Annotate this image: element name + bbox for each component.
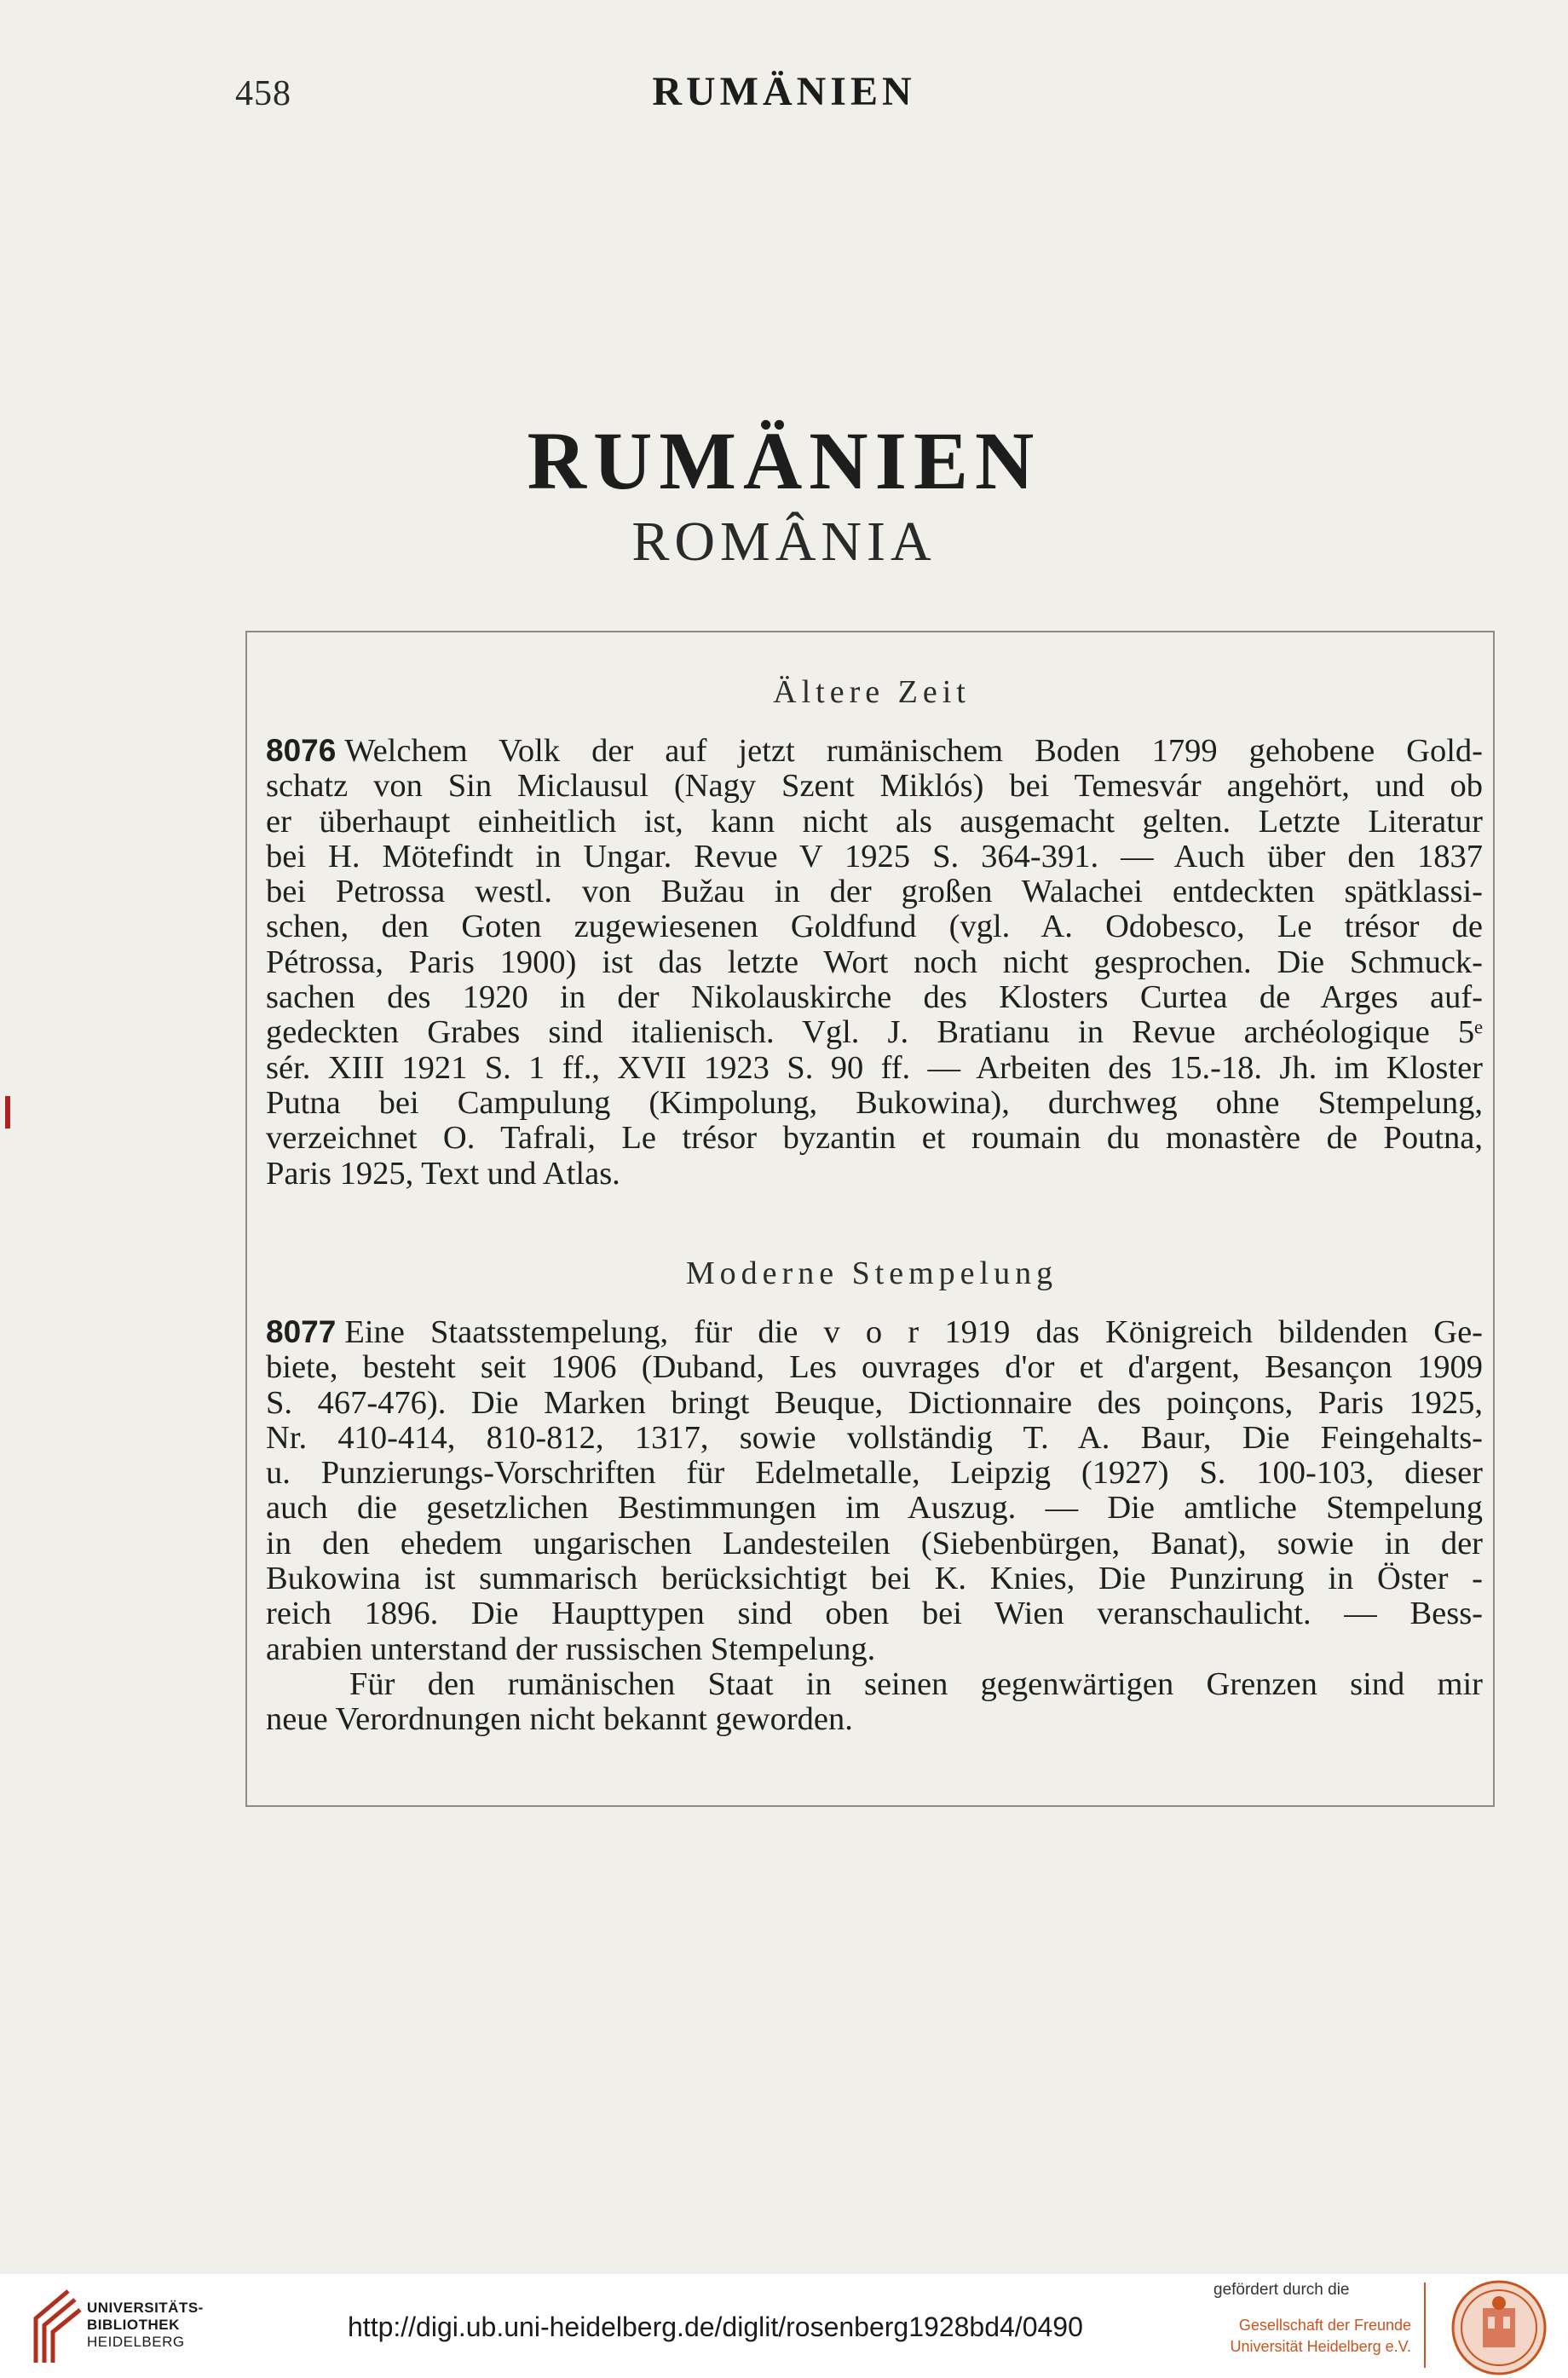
text-line: Für den rumänischen Staat in seinen gegenwärtigen Grenzen sind mir	[349, 1665, 1483, 1702]
text-line: biete, besteht seit 1906 (Duband, Les ouvrages d'or et d'argent, Besançon 1909	[266, 1349, 1483, 1386]
chapter-subtitle: ROMÂNIA	[631, 511, 937, 573]
text-line: reich 1896. Die Haupttypen sind oben bei Wien veranschaulicht. — Bess-	[266, 1596, 1483, 1632]
funded-by-label: gefördert durch die	[1213, 2281, 1350, 2299]
entry-8077	[266, 1314, 1483, 1738]
text-line: schatz von Sin Miclausul (Nagy Szent Miklós) bei Temesvár angehört, und ob	[266, 768, 1483, 805]
text-line: sér. XIII 1921 S. 1 ff., XVII 1923 S. 90 ff. — Arbeiten des 15.-18. Jh. im Kloster	[266, 1049, 1483, 1086]
text-line: er überhaupt einheitlich ist, kann nicht als ausgemacht gelten. Letzte Literatur	[266, 803, 1483, 840]
text-line: auch die gesetzlichen Bestimmungen im Auszug. — Die amtliche Stempelung	[266, 1490, 1483, 1527]
section-heading-aeltere-zeit: Ältere Zeit	[773, 674, 971, 710]
entry-8076	[266, 733, 1483, 1192]
text-line: bei Petrossa westl. von Bužau in der großen Walachei entdeckten spätklassi-	[266, 874, 1483, 910]
text-line: sachen des 1920 in der Nikolauskirche des Klosters Curtea de Arges auf-	[266, 979, 1483, 1016]
entry-number: 8076	[266, 733, 337, 768]
university-seal-icon	[1449, 2279, 1549, 2376]
text-line: arabien unterstand der russischen Stempelung.	[266, 1631, 876, 1667]
running-title: RUMÄNIEN	[652, 69, 916, 114]
permalink[interactable]: http://digi.ub.uni-heidelberg.de/diglit/rosenberg1928bd4/0490	[348, 2312, 1083, 2342]
text-line: schen, den Goten zugewiesenen Goldfund (vgl. A. Odobesco, Le trésor de	[266, 909, 1483, 945]
text-line: Bukowina ist summarisch berücksichtigt bei K. Knies, Die Punzirung in Öster -	[266, 1561, 1483, 1597]
content-box	[245, 631, 1495, 1807]
viewer-footer	[0, 2274, 1568, 2378]
text-line: Paris 1925, Text und Atlas.	[266, 1155, 620, 1192]
text-line: Nr. 410-414, 810-812, 1317, sowie vollständig T. A. Baur, Die Feingehalts-	[266, 1419, 1483, 1456]
library-name: UNIVERSITÄTS- BIBLIOTHEK HEIDELBERG	[87, 2300, 204, 2350]
text-line: Pétrossa, Paris 1900) ist das letzte Wort noch nicht gesprochen. Die Schmuck-	[266, 944, 1483, 980]
text-line: 8077 Eine Staatsstempelung, für die v o r 1919 das Königreich bildenden Ge-	[266, 1314, 1483, 1350]
running-head	[0, 65, 1568, 124]
page-number: 458	[235, 74, 291, 113]
margin-mark	[5, 1096, 10, 1128]
text-line: bei H. Mötefindt in Ungar. Revue V 1925 S. 364-391. — Auch über den 1837	[266, 838, 1483, 874]
footer-divider	[1424, 2283, 1426, 2368]
text-line: in den ehedem ungarischen Landesteilen (Siebenbürgen, Banat), sowie in der	[266, 1525, 1483, 1561]
text-line: S. 467-476). Die Marken bringt Beuque, Dictionnaire des poinçons, Paris 1925,	[266, 1384, 1483, 1421]
text-line: verzeichnet O. Tafrali, Le trésor byzantin et roumain du monastère de Poutna,	[266, 1120, 1483, 1157]
section-heading-moderne-stempelung: Moderne Stempelung	[685, 1255, 1058, 1291]
entry-number: 8077	[266, 1314, 337, 1349]
text-line: gedeckten Grabes sind italienisch. Vgl. J. Bratianu in Revue archéologique 5ᵉ	[266, 1014, 1483, 1051]
text-line: Putna bei Campulung (Kimpolung, Bukowina), durchweg ohne Stempelung,	[266, 1084, 1483, 1121]
text-line: 8076 Welchem Volk der auf jetzt rumänischem Boden 1799 gehobene Gold-	[266, 733, 1483, 769]
chapter-title: RUMÄNIEN	[527, 415, 1041, 506]
text-line: neue Verordnungen nicht bekannt geworden.	[266, 1701, 853, 1738]
library-logo-icon	[24, 2284, 84, 2369]
sponsor-name[interactable]: Gesellschaft der Freunde Universität Heidelberg e.V.	[1230, 2317, 1411, 2355]
text-line: u. Punzierungs-Vorschriften für Edelmetalle, Leipzig (1927) S. 100-103, dieser	[266, 1455, 1483, 1492]
